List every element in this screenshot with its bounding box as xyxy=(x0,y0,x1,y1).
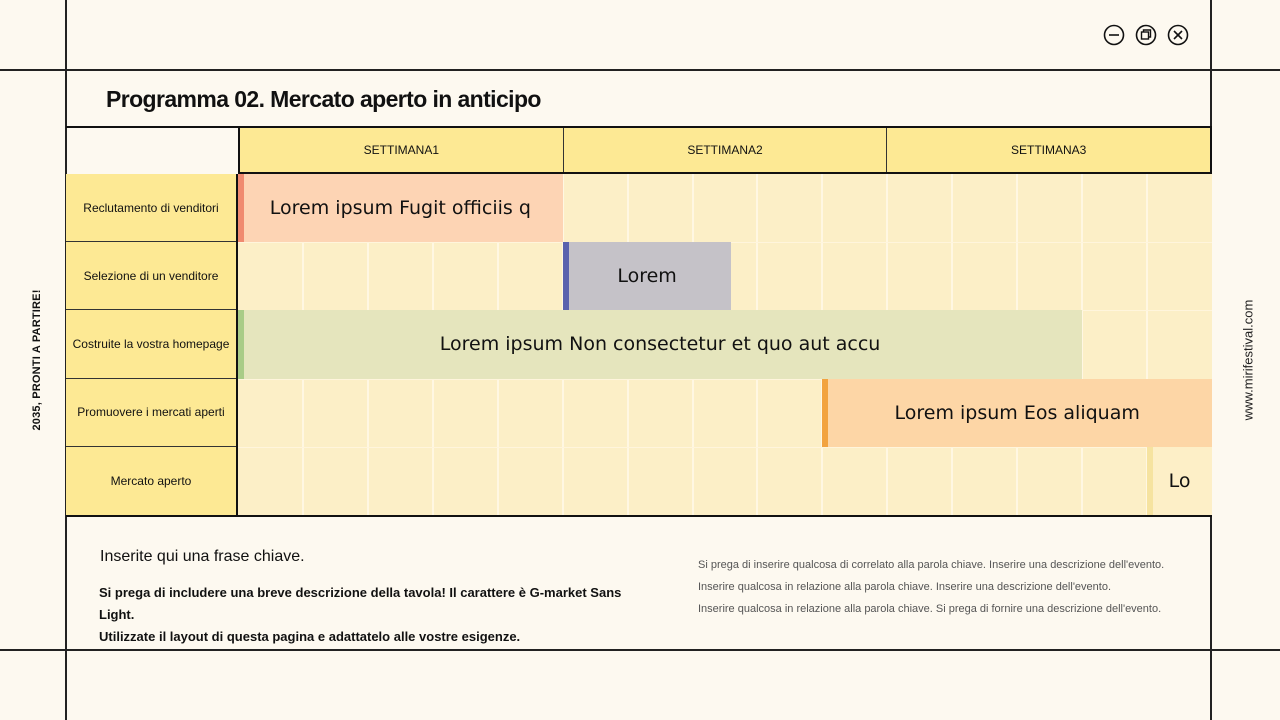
footer-note-line: Si prega di inserire qualcosa di correlato alla parola chiave. Inserire una descrizione dell'evento. xyxy=(698,559,1165,571)
gantt-bottom-border xyxy=(66,515,1212,517)
task-bar[interactable] xyxy=(563,242,732,310)
website-url[interactable]: www.mirifestival.com xyxy=(1240,299,1256,421)
task-bar-accent xyxy=(1147,447,1153,515)
minimize-icon[interactable] xyxy=(1103,24,1125,46)
footer-description-line: Si prega di includere una breve descrizione della tavola! Il carattere è G-market Sans Light. xyxy=(99,585,622,622)
gantt-grid xyxy=(238,174,1212,515)
footer-note-line: Inserire qualcosa in relazione alla parola chiave. Si prega di fornire una descrizione dell'evento. xyxy=(698,603,1162,615)
task-bar-label: Lorem ipsum Fugit officiis q xyxy=(269,197,531,220)
task-bar-accent xyxy=(238,310,244,378)
frame-top-line xyxy=(0,69,1280,71)
gantt-header xyxy=(238,126,1212,174)
task-bar-label: Lorem ipsum Non consectetur et quo aut accu xyxy=(439,333,881,356)
task-label: Reclutamento di venditori xyxy=(66,174,236,242)
week-header: SETTIMANA1 xyxy=(240,128,564,172)
task-bar-accent xyxy=(822,379,828,447)
restore-icon[interactable] xyxy=(1135,24,1157,46)
task-bar-accent xyxy=(238,174,244,242)
task-bar-accent xyxy=(563,242,569,310)
close-icon[interactable] xyxy=(1167,24,1189,46)
task-bar[interactable] xyxy=(238,174,563,242)
footer-note-line: Inserire qualcosa in relazione alla parola chiave. Inserire una descrizione dell'evento. xyxy=(698,581,1112,593)
side-caption-left: 2035, PRONTI A PARTIRE! xyxy=(31,289,43,431)
task-bar[interactable] xyxy=(1147,447,1212,515)
footer-keyword: Inserite qui una frase chiave. xyxy=(100,548,305,565)
task-label: Mercato aperto xyxy=(66,447,236,515)
task-bar[interactable] xyxy=(238,310,1082,378)
page-title: Programma 02. Mercato aperto in anticipo xyxy=(106,86,541,112)
task-bar-label: Lo xyxy=(1168,469,1191,492)
grid-row-line xyxy=(238,447,1212,448)
footer-description-line: Utilizzate il layout di questa pagina e adattatelo alle vostre esigenze. xyxy=(99,629,521,644)
week-header: SETTIMANA3 xyxy=(1011,143,1087,157)
task-bar-label: Lorem xyxy=(617,265,677,288)
task-bar-label: Lorem ipsum Eos aliquam xyxy=(894,401,1140,424)
footer-description xyxy=(99,582,659,648)
task-label: Promuovere i mercati aperti xyxy=(66,379,236,447)
task-labels xyxy=(66,174,238,515)
task-label: Selezione di un venditore xyxy=(66,242,236,310)
task-bar[interactable] xyxy=(822,379,1212,447)
frame-bottom-line xyxy=(0,649,1280,651)
footer-notes xyxy=(698,554,1198,620)
week-header: SETTIMANA2 xyxy=(564,128,888,172)
window-controls xyxy=(1103,24,1189,46)
gantt-chart xyxy=(66,126,1212,517)
task-label: Costruite la vostra homepage xyxy=(66,310,236,378)
